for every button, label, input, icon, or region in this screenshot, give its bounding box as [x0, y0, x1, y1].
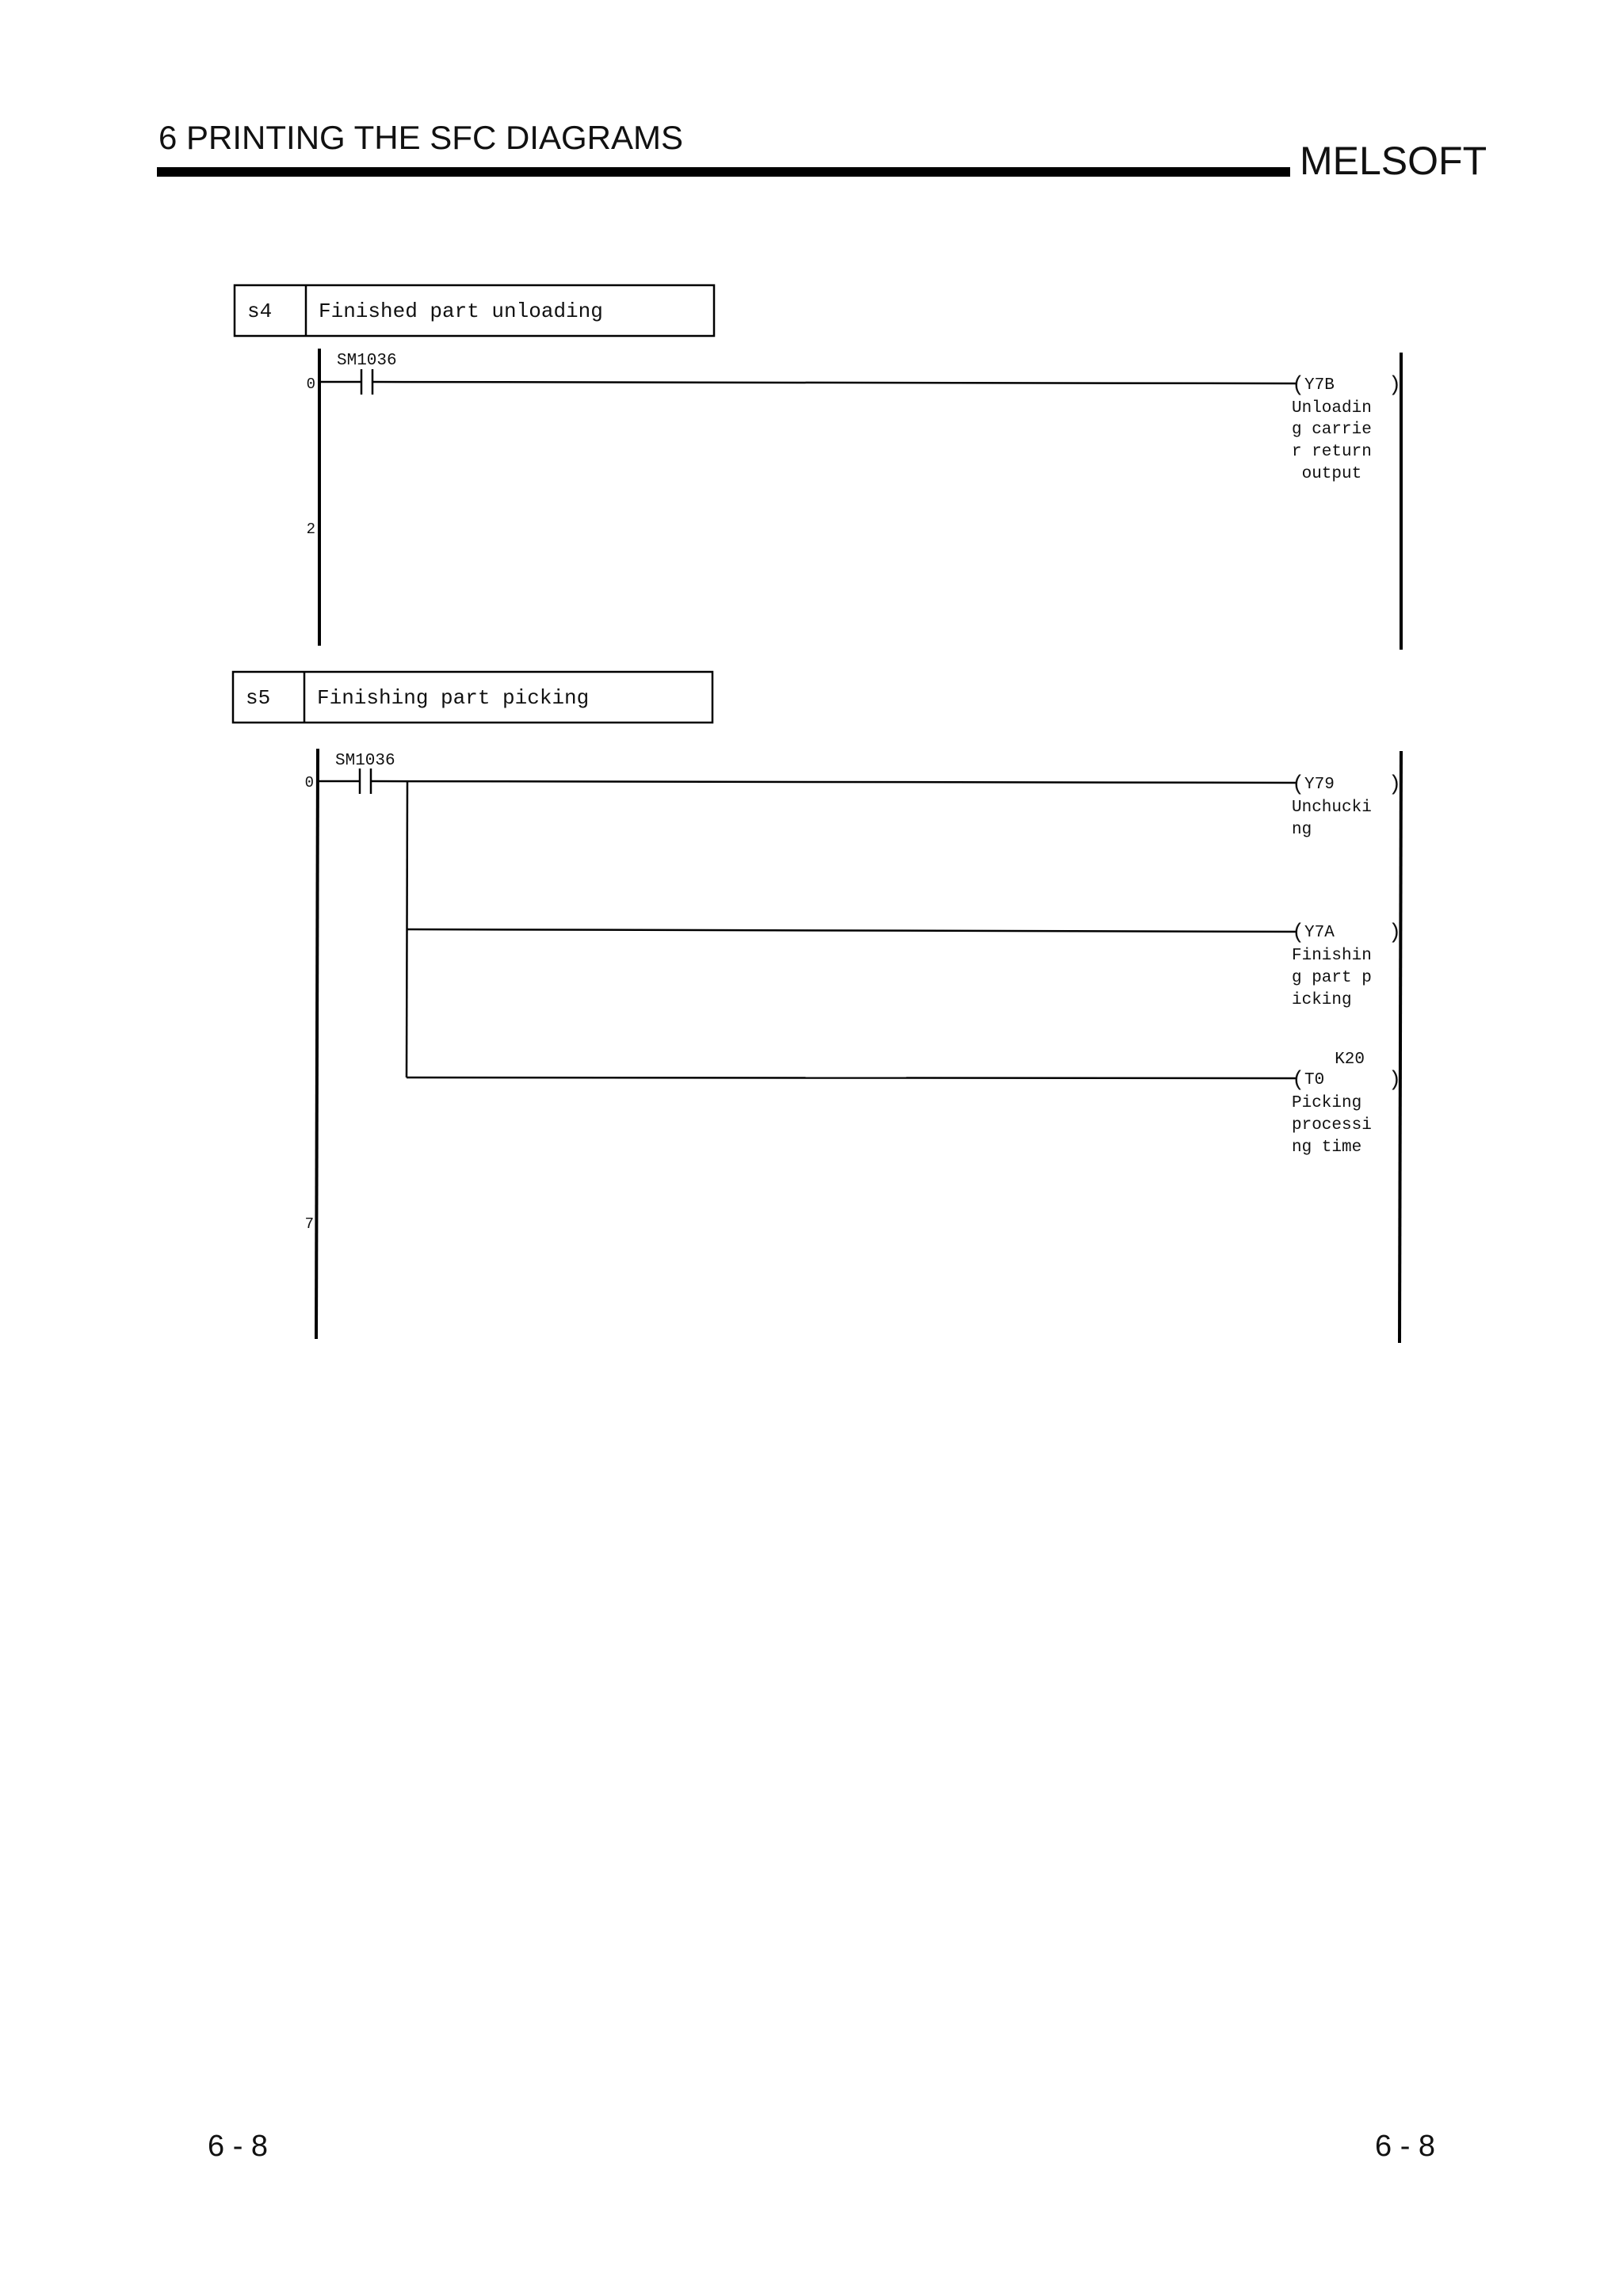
coil-close-paren: ): [1388, 773, 1402, 797]
coil-comment-line: g part p: [1292, 969, 1372, 987]
coil-device: T0: [1304, 1071, 1325, 1089]
coil-comment-line: icking: [1292, 991, 1352, 1009]
coil-close-paren: ): [1388, 921, 1402, 945]
coil-comment-line: Unloadin: [1292, 399, 1372, 418]
coil-open-paren: (: [1292, 374, 1305, 398]
coil-comment-line: output: [1292, 465, 1362, 483]
left-power-rail: [316, 749, 318, 1339]
step-title: Finished part unloading: [319, 299, 603, 323]
step-number: 2: [306, 521, 315, 538]
step-id: s4: [247, 299, 273, 323]
step-title: Finishing part picking: [317, 686, 590, 710]
step-id: s5: [246, 686, 271, 710]
page-number-right: 6 - 8: [1375, 2130, 1436, 2163]
coil-close-paren: ): [1388, 374, 1402, 398]
coil-comment-line: Unchucki: [1292, 799, 1372, 817]
step-number: 7: [304, 1215, 314, 1233]
contact-symbol: [318, 769, 371, 794]
coil-comment-line: ng: [1292, 821, 1312, 839]
coil-comment-line: Finishin: [1292, 947, 1372, 965]
brand-logo-text: MELSOFT: [1300, 139, 1487, 183]
coil-open-paren: (: [1292, 1069, 1305, 1093]
coil-Y7A: [1292, 921, 1401, 1009]
coil-comment-line: ng time: [1292, 1138, 1362, 1157]
contact-symbol: [319, 369, 372, 395]
step-block-s4: [235, 285, 1401, 650]
coil-open-paren: (: [1292, 921, 1305, 945]
coil-device: Y79: [1304, 776, 1335, 794]
coil-comment-line: processi: [1292, 1116, 1372, 1135]
rung-line: [407, 929, 1296, 932]
step-number: 0: [306, 376, 315, 393]
chapter-title: 6 PRINTING THE SFC DIAGRAMS: [158, 119, 683, 156]
right-power-rail: [1400, 751, 1401, 1343]
rung-line: [371, 781, 1296, 783]
rung-line: [372, 382, 1296, 383]
contact-label: SM1036: [337, 352, 397, 370]
coil-T0: [1292, 1051, 1401, 1157]
contact-label: SM1036: [335, 752, 395, 770]
coil-device: Y7B: [1304, 376, 1335, 395]
coil-Y79: [1292, 773, 1401, 839]
coil-setting: K20: [1335, 1051, 1365, 1069]
rung-line: [407, 1077, 1296, 1078]
coil-device: Y7A: [1304, 924, 1335, 942]
coil-comment-line: g carrie: [1292, 421, 1372, 439]
coil-Y7B: [1292, 374, 1401, 483]
coil-comment-line: r return: [1292, 443, 1372, 461]
coil-close-paren: ): [1388, 1069, 1402, 1093]
step-number: 0: [304, 774, 314, 791]
step-block-s5: [233, 672, 1401, 1343]
coil-open-paren: (: [1292, 773, 1305, 797]
page-number-left: 6 - 8: [208, 2130, 269, 2163]
coil-comment-line: Picking: [1292, 1094, 1362, 1112]
